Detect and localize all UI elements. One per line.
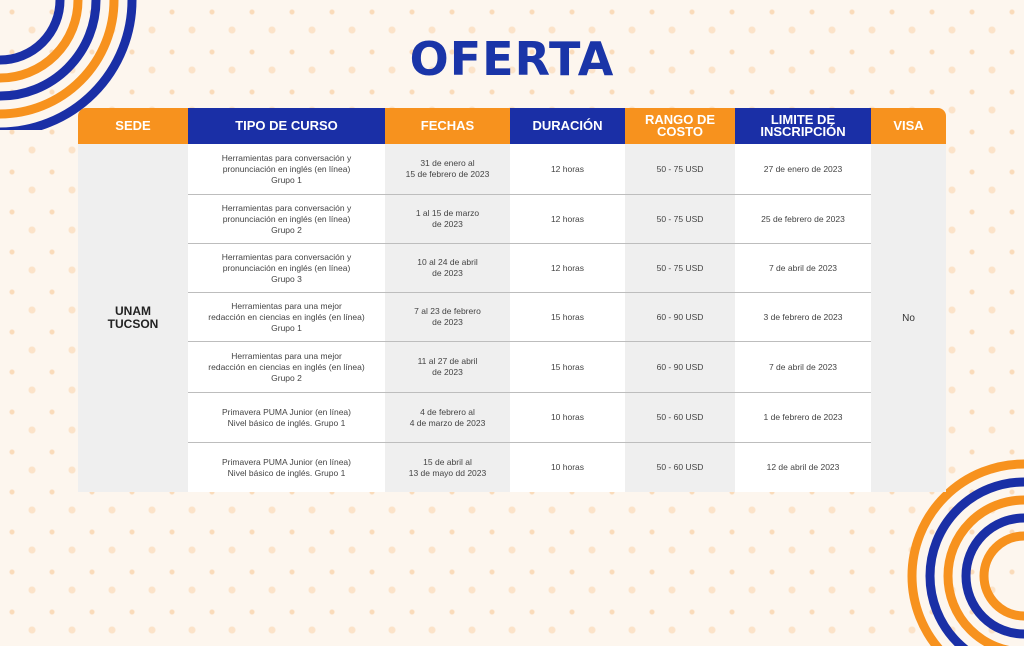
limite-cell: 12 de abril de 2023 (766, 462, 840, 472)
duracion-column (510, 144, 625, 492)
header-sede: SEDE (78, 108, 188, 144)
costo-cell: 50 - 60 USD (656, 462, 704, 472)
limite-cell: 25 de febrero de 2023 (735, 195, 871, 244)
limite-cell: 3 de febrero de 2023 (735, 293, 871, 342)
visa-column (871, 144, 946, 492)
table-body (78, 144, 946, 492)
limite-cell: 1 de febrero de 2023 (735, 393, 871, 443)
limite-cell: 7 de abril de 2023 (735, 342, 871, 393)
duracion-cell: 15 horas (510, 293, 625, 342)
tipo-cell: Herramientas para una mejor redacción en ciencias en inglés (en línea) Grupo 2 (188, 342, 385, 393)
tipo-cell: Herramientas para conversación y pronunciación en inglés (en línea) Grupo 1 (188, 144, 385, 195)
costo-cell: 50 - 75 USD (625, 195, 735, 244)
fechas-cell: 1 al 15 de marzo de 2023 (385, 195, 510, 244)
duracion-cell: 15 horas (510, 342, 625, 393)
tipo-column (188, 144, 385, 492)
offer-table (78, 108, 946, 492)
fechas-cell: 11 al 27 de abril de 2023 (385, 342, 510, 393)
fechas-cell: 7 al 23 de febrero de 2023 (385, 293, 510, 342)
limite-cell: 7 de abril de 2023 (735, 244, 871, 293)
sede-column (78, 144, 188, 492)
costo-cell: 50 - 75 USD (625, 144, 735, 195)
visa-value: No (902, 312, 915, 324)
limite-cell: 27 de enero de 2023 (735, 144, 871, 195)
fechas-cell: 15 de abril al 13 de mayo dd 2023 (408, 456, 487, 478)
header-duracion: DURACIÓN (510, 108, 625, 144)
costo-cell: 50 - 60 USD (625, 393, 735, 443)
header-tipo-curso: TIPO DE CURSO (188, 108, 385, 144)
tipo-cell: Herramientas para una mejor redacción en ciencias en inglés (en línea) Grupo 1 (188, 293, 385, 342)
limite-column (735, 144, 871, 492)
tipo-cell: Herramientas para conversación y pronunciación en inglés (en línea) Grupo 2 (188, 195, 385, 244)
fechas-cell: 4 de febrero al 4 de marzo de 2023 (385, 393, 510, 443)
costo-cell: 60 - 90 USD (625, 293, 735, 342)
duracion-cell: 12 horas (510, 144, 625, 195)
duracion-cell: 12 horas (510, 244, 625, 293)
header-rango-costo: RANGO DE COSTO (625, 108, 735, 144)
header-fechas: FECHAS (385, 108, 510, 144)
header-visa: VISA (871, 108, 946, 144)
table-header (78, 108, 946, 144)
duracion-cell: 10 horas (550, 462, 585, 472)
tipo-cell: Primavera PUMA Junior (en línea) Nivel básico de inglés. Grupo 1 (188, 393, 385, 443)
costo-cell: 50 - 75 USD (625, 244, 735, 293)
sede-value: UNAM TUCSON (107, 304, 159, 331)
fechas-column (385, 144, 510, 492)
costo-column (625, 144, 735, 492)
tipo-cell: Herramientas para conversación y pronunciación en inglés (en línea) Grupo 3 (188, 244, 385, 293)
page-title: OFERTA (409, 32, 615, 86)
tipo-cell: Primavera PUMA Junior (en línea) Nivel básico de inglés. Grupo 1 (222, 456, 351, 478)
duracion-cell: 12 horas (510, 195, 625, 244)
costo-cell: 60 - 90 USD (625, 342, 735, 393)
fechas-cell: 10 al 24 de abril de 2023 (385, 244, 510, 293)
header-limite-inscripcion: LIMITE DE INSCRIPCIÓN (735, 108, 871, 144)
duracion-cell: 10 horas (510, 393, 625, 443)
fechas-cell: 31 de enero al 15 de febrero de 2023 (385, 144, 510, 195)
